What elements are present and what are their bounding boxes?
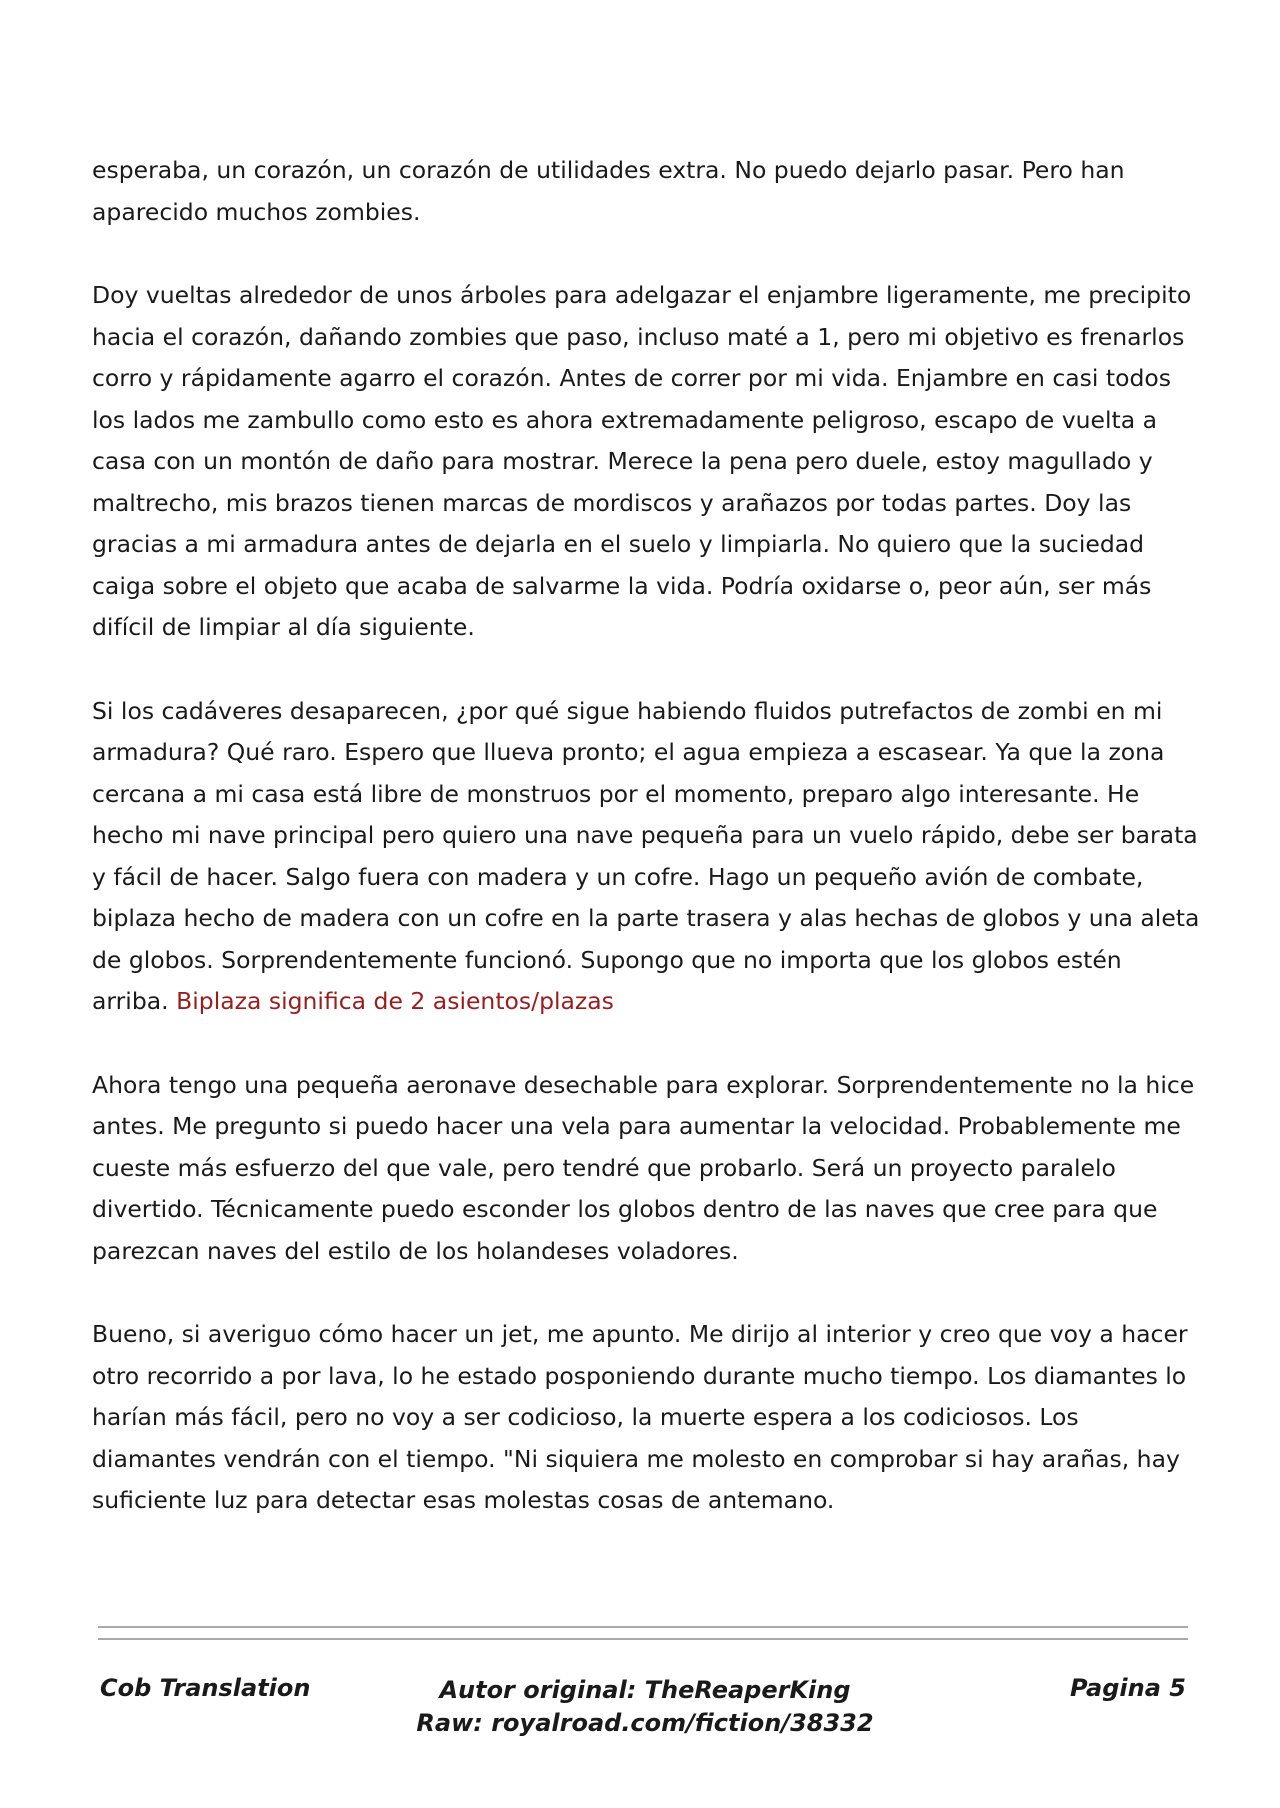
footer-original-author: Autor original: TheReaperKing	[439, 1676, 851, 1704]
paragraph-2: Doy vueltas alrededor de unos árboles para adelgazar el enjambre ligeramente, me precipito hacia el corazón, dañando zombies que paso, incluso maté a 1, pero mi objetivo es frenarlos corro y rápidamente agarro el corazón. Antes de correr por mi vida. Enjambre en casi todos los lados me zambullo como esto es ahora extremadamente peligroso, escapo de vuelta a casa con un montón de daño para mostrar. Merece la pena pero duele, estoy magullado y maltrecho, mis brazos tienen marcas de mordiscos y arañazos por todas partes. Doy las gracias a mi armadura antes de dejarla en el suelo y limpiarla. No quiero que la suciedad caiga sobre el objeto que acaba de salvarme la vida. Podría oxidarse o, peor aún, ser más difícil de limpiar al día siguiente.	[92, 281, 1192, 641]
footer-page-number: Pagina 5	[1070, 1674, 1186, 1702]
paragraph-3-text: Si los cadáveres desaparecen, ¿por qué sigue habiendo fluidos putrefactos de zombi en mi armadura? Qué raro. Espero que llueva pronto; el agua empieza a escasear. Ya que la zona cercana a mi casa está libre de monstruos por el momento, preparo algo interesante. He hecho mi nave principal pero quiero una nave pequeña para un vuelo rápido, debe ser barata y fácil de hacer. Salgo fuera con madera y un cofre. Hago un pequeño avión de combate, biplaza hecho de madera con un cofre en la parte trasera y alas hechas de globos y una aleta de globos. Sorprendentemente funcionó. Supongo que no importa que los globos estén arriba.	[92, 696, 1200, 1015]
document-body	[92, 150, 1202, 1564]
translator-note: Biplaza significa de 2 asientos/plazas	[176, 987, 614, 1015]
footer-translator: Cob Translation	[100, 1674, 311, 1702]
footer-raw-source: Raw: royalroad.com/fiction/38332	[416, 1709, 874, 1737]
paragraph-1: esperaba, un corazón, un corazón de utilidades extra. No puedo dejarlo pasar. Pero han aparecido muchos zombies.	[92, 156, 1125, 226]
paragraph-4: Ahora tengo una pequeña aeronave desechable para explorar. Sorprendentemente no la hice antes. Me pregunto si puedo hacer una vela para aumentar la velocidad. Probablemente me cueste más esfuerzo del que vale, pero tendré que probarlo. Será un proyecto paralelo divertido. Técnicamente puedo esconder los globos dentro de las naves que cree para que parezcan naves del estilo de los holandeses voladores.	[92, 1070, 1195, 1265]
footer-divider-bottom	[98, 1638, 1188, 1640]
footer-divider-top	[98, 1626, 1188, 1628]
paragraph-5: Bueno, si averiguo cómo hacer un jet, me apunto. Me dirijo al interior y creo que voy a hacer otro recorrido a por lava, lo he estado posponiendo durante mucho tiempo. Los diamantes lo harían más fácil, pero no voy a ser codicioso, la muerte espera a los codiciosos. Los diamantes vendrán con el tiempo. "Ni siquiera me molesto en comprobar si hay arañas, hay suficiente luz para detectar esas molestas cosas de antemano.	[92, 1320, 1188, 1514]
paragraph-3	[92, 691, 1202, 1023]
